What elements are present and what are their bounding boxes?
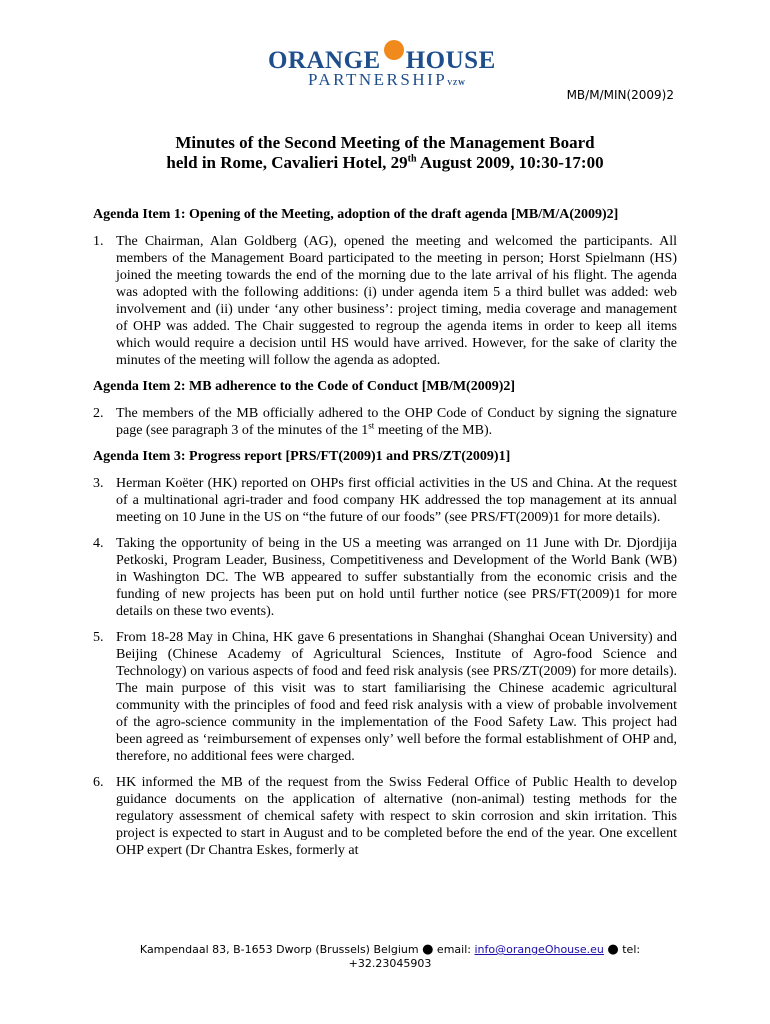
paragraph-number: 4. [93,536,104,551]
title-line-2-start: held in Rome, Cavalieri Hotel, 29 [166,153,408,172]
agenda-item-3-heading: Agenda Item 3: Progress report [PRS/FT(2009)1 and PRS/ZT(2009)1] [93,449,511,464]
bullet-icon: ● [607,942,619,957]
paragraph-1 [93,233,677,369]
footer-address: Kampendaal 83, B-1653 Dworp (Brussels) Belgium [139,943,419,956]
footer-tel: +32.23045903 [348,957,432,970]
paragraph-number: 2. [93,406,104,421]
paragraph-4 [93,535,677,620]
page-footer [100,943,680,971]
paragraph-number: 3. [93,476,104,491]
agenda-item-2-heading: Agenda Item 2: MB adherence to the Code of Conduct [MB/M(2009)2] [93,379,516,394]
paragraph-5 [93,629,677,765]
paragraph-number: 6. [93,775,104,790]
paragraph-text: Taking the opportunity of being in the US a meeting was arranged on 11 June with Dr. Djordjija Petkoski, Program Leader, Business, Competitiveness and Development of the World Bank (WB) in Washington DC. The WB appeared to suffer substantially from the economic crisis and the funding of new projects has been put on hold until further notice (see PRS/FT(2009)1 for more details on these two events). [116,536,677,619]
paragraph-text: HK informed the MB of the request from the Swiss Federal Office of Public Health to develop guidance documents on the application of alternative (non-animal) testing methods for the regulatory assessment of chemical safety with respect to skin corrosion and skin irritation. This project is expected to start in August and to be completed before the end of the year. One excellent OHP expert (Dr Chantra Eskes, formerly at [116,775,677,858]
paragraph-number: 5. [93,630,104,645]
paragraph-text-start: The members of the MB officially adhered to the OHP Code of Conduct by signing the signature page (see paragraph 3 of the minutes of the 1 [116,406,677,438]
footer-tel-label: tel: [622,943,641,956]
logo-word-house: HOUSE [405,47,496,74]
superscript: st [368,420,375,431]
bullet-icon: ● [422,942,434,957]
paragraph-text-end: meeting of the MB). [374,423,493,438]
orange-house-logo [268,40,508,92]
orange-dot-icon [384,40,404,60]
title-line-2 [90,153,680,173]
title-line-2-end: August 2009, 10:30-17:00 [416,153,604,172]
title-superscript: th [407,153,417,165]
document-body [93,206,677,868]
title-line-1: Minutes of the Second Meeting of the Management Board [175,133,595,152]
paragraph-text: The Chairman, Alan Goldberg (AG), opened the meeting and welcomed the participants. All members of the Management Board participated to the meeting in person; Horst Spielmann (HS) joined the meeting towards the end of the morning due to the late arrival of his flight. The agenda was adopted with the following additions: (i) under agenda item 5 a third bullet was added: web involvement and (ii) under ‘any other business’: project timing, media coverage and management of OHP was added. The Chair suggested to regroup the agenda items in order to keep all items which would require a decision until HS would have arrived. However, for the sake of clarity the minutes of the meeting will follow the agenda as adopted. [116,234,677,368]
document-reference: MB/M/MIN(2009)2 [566,88,674,102]
footer-email-link[interactable]: info@orangeOhouse.eu [474,943,604,956]
paragraph-text: Herman Koëter (HK) reported on OHPs first official activities in the US and China. At the request of a multinational agri-trader and food company HK addressed the top management at its annual meeting on 10 June in the US on “the future of our foods” (see PRS/FT(2009)1 for more details). [116,476,677,525]
page-title [90,133,680,173]
paragraph-text: From 18-28 May in China, HK gave 6 presentations in Shanghai (Shanghai Ocean University) and Beijing (Chinese Academy of Agricultural Sciences, Institute of Agro-food Science and Technology) on various aspects of food and feed risk analysis (see PRS/ZT(2009) for more details). The main purpose of this visit was to start familiarising the Chinese academic agricultural community with the principles of food and feed risk analysis with a view of probable involvement of the agro-science community in the implementation of the Food Safety Law. This project had been agreed as ‘reimbursement of expenses only’ well before the formal establishment of OHP and, therefore, no additional fees were charged. [116,630,677,764]
logo-suffix: VZW [447,79,466,87]
agenda-item-1-heading: Agenda Item 1: Opening of the Meeting, adoption of the draft agenda [MB/M/A(2009)2] [93,207,619,222]
footer-email-label: email: [436,943,471,956]
paragraph-6 [93,774,677,859]
logo-word-partnership: PARTNERSHIP [308,70,448,89]
paragraph-3 [93,475,677,526]
paragraph-number: 1. [93,234,104,249]
logo-subline [308,70,465,90]
paragraph-text [116,405,677,439]
paragraph-2 [93,405,677,439]
logo-word-orange: ORANGE [268,47,381,74]
